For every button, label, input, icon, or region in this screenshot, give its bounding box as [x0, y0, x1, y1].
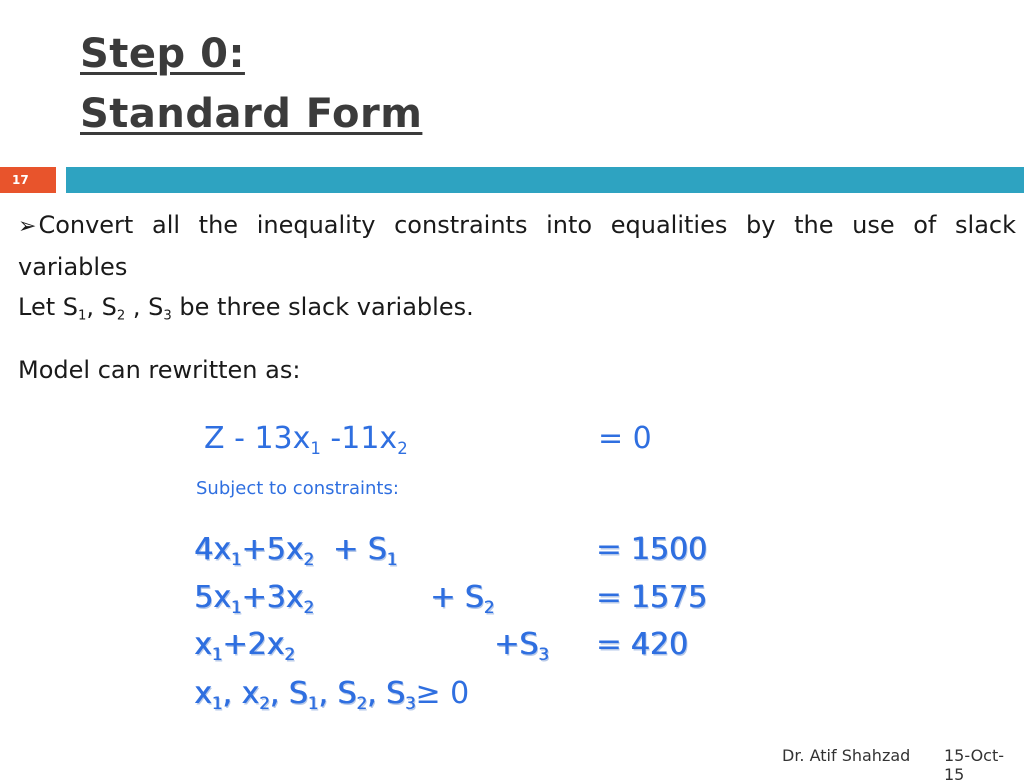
model-intro: Model can rewritten as: [18, 356, 301, 384]
footer-date: 15-Oct-15 [944, 746, 1005, 784]
bullet-line-1 [18, 205, 1016, 247]
title-line-1: Step 0: [80, 31, 245, 77]
header-divider-bar [66, 167, 1024, 193]
footer-author: Dr. Atif Shahzad [782, 746, 911, 765]
constraint-3-rhs: = 420 [596, 627, 688, 662]
constraint-2-lhs: $5x_1+3x_2$ [194, 580, 314, 617]
objective-rhs: = 0 [598, 421, 652, 456]
constraint-3-slack: $+S_3$ [494, 627, 549, 664]
let-statement: Let $S_1$, $S_2$ , $S_3$ be three slack variables. [18, 293, 474, 324]
constraint-1-lhs: $4x_1+5x_2 + S_1$ [194, 532, 398, 569]
slide-number: 17 [0, 167, 56, 193]
slide-title [80, 24, 422, 144]
bullet-text: Convert all the inequality constraints into equalities by the use of slack [38, 211, 1016, 239]
title-line-2: Standard Form [80, 91, 423, 137]
constraint-1-rhs: = 1500 [596, 532, 708, 567]
bullet-paragraph [18, 205, 1016, 287]
constraint-3-lhs: $x_1+2x_2$ [194, 627, 295, 664]
constraint-2-rhs: = 1575 [596, 580, 708, 615]
constraint-2-slack: + $S_2$ [430, 580, 495, 617]
nonnegativity-constraint: $x_1$, $x_2$, $S_1$, $S_2$, $S_3\ge 0$ [194, 676, 470, 713]
bullet-line-2: variables [18, 253, 128, 281]
subject-to-label: Subject to constraints: [196, 478, 399, 499]
objective-lhs: Z - $13x_1$ $-11x_2$ [204, 421, 408, 458]
arrow-bullet-icon: ➢ [18, 214, 37, 239]
